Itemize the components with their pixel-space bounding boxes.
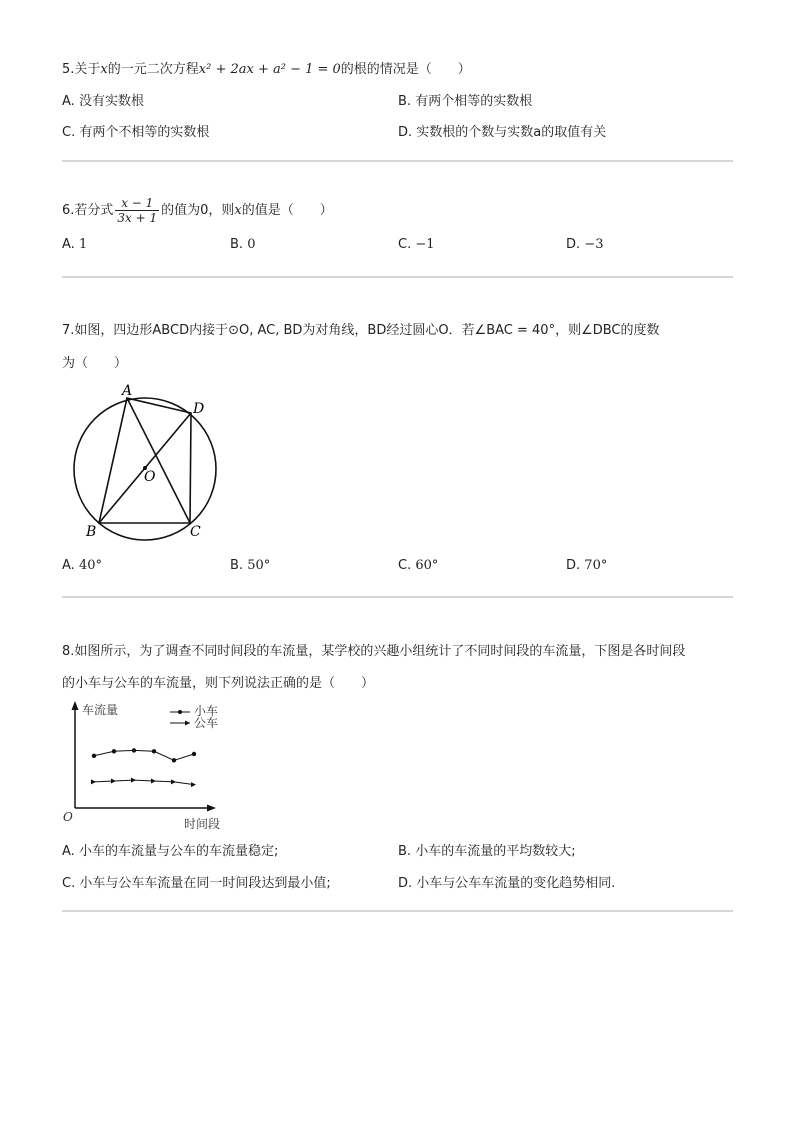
q5-option-b[interactable] [398, 90, 532, 109]
series-0-point-2 [132, 748, 136, 752]
option-text: 0 [247, 237, 256, 252]
q5-var-x: x [100, 62, 108, 77]
q5-option-a[interactable] [62, 90, 144, 109]
series-0-point-5 [192, 752, 196, 756]
option-text: −1 [415, 237, 435, 252]
q6-stem-mid: 的值为0，则 [161, 203, 235, 218]
q6-option-b[interactable] [230, 237, 255, 252]
y-axis-label: 车流量 [82, 703, 119, 717]
option-text: 没有实数根 [78, 94, 144, 109]
option-text: 小车与公车车流量在同一时间段达到最小值; [79, 876, 331, 891]
option-text: −3 [584, 237, 604, 252]
option-text: 60° [415, 558, 439, 573]
origin-label: O [63, 810, 73, 824]
q6-stem [62, 196, 333, 225]
x-axis-arrow [207, 805, 216, 812]
series-0-point-1 [112, 749, 116, 753]
q8-stem-line1: 8.如图所示，为了调查不同时间段的车流量，某学校的兴趣小组统计了不同时间段的车流量，下图是各时间段 [62, 644, 686, 659]
q6-option-c[interactable] [398, 237, 435, 252]
option-label: D. [566, 237, 581, 252]
option-text: 70° [584, 558, 608, 573]
label-o: O [144, 469, 156, 485]
option-label: D. [398, 125, 413, 140]
fraction-numerator: x − 1 [115, 196, 159, 211]
label-b: B [86, 524, 97, 540]
q8-traffic-chart [60, 700, 230, 835]
q7-circle-figure [64, 380, 224, 545]
q5-stem-mid: 的一元二次方程 [107, 62, 199, 77]
diagonal-ac [127, 398, 190, 523]
series-1-point-4 [171, 779, 176, 784]
option-label: B. [230, 558, 244, 573]
option-label: C. [62, 876, 76, 891]
option-label: B. [398, 844, 412, 859]
q5-option-c[interactable] [62, 121, 209, 140]
option-text: 有两个不相等的实数根 [79, 125, 210, 140]
option-label: C. [62, 125, 76, 140]
legend-label-car: 小车 [194, 704, 219, 718]
q5-option-d[interactable] [398, 121, 606, 140]
y-axis-arrow [72, 701, 79, 710]
q7-option-a[interactable] [62, 558, 102, 573]
q6-var-x: x [234, 203, 242, 218]
legend-marker-car [178, 710, 182, 714]
series-0-point-0 [92, 754, 96, 758]
option-label: B. [398, 94, 412, 109]
series-0-point-4 [172, 758, 176, 762]
series-1-point-2 [131, 778, 136, 783]
option-text: 小车与公车车流量的变化趋势相同. [416, 876, 616, 891]
q6-stem-prefix: 6.若分式 [62, 203, 114, 218]
divider [62, 910, 733, 912]
q7-stem-line2: 为（ ） [62, 356, 128, 371]
x-axis-label: 时间段 [184, 817, 221, 831]
q8-option-b[interactable] [398, 840, 576, 859]
option-text: 小车的车流量的平均数较大; [415, 844, 576, 859]
q6-fraction [115, 196, 159, 225]
option-label: A. [62, 94, 75, 109]
q8-option-a[interactable] [62, 840, 278, 859]
option-text: 50° [247, 558, 271, 573]
q5-equation: x² + 2ax + a² − 1 = 0 [198, 62, 341, 77]
series-layer [91, 748, 196, 787]
q7-stem-line1: 7.如图，四边形ABCD内接于⊙O, AC, BD为对角线，BD经过圆心O．若∠BAC = 40°，则∠DBC的度数 [62, 323, 660, 338]
q6-stem-suffix: 的值是（ ） [241, 203, 333, 218]
q5-stem-suffix: 的根的情况是（ ） [340, 62, 471, 77]
option-text: 40° [78, 558, 102, 573]
option-text: 实数根的个数与实数a的取值有关 [416, 125, 607, 140]
series-0-point-3 [152, 749, 156, 753]
divider [62, 276, 733, 278]
q6-option-a[interactable] [62, 237, 87, 252]
q8-option-c[interactable] [62, 872, 331, 891]
q5-stem [62, 58, 471, 77]
option-label: A. [62, 844, 75, 859]
q6-option-d[interactable] [566, 237, 603, 252]
q7-option-d[interactable] [566, 558, 607, 573]
option-label: A. [62, 237, 75, 252]
series-line-1 [94, 780, 194, 785]
q8-option-d[interactable] [398, 872, 615, 891]
q5-stem-prefix: 5.关于 [62, 62, 101, 77]
option-text: 小车的车流量与公车的车流量稳定; [78, 844, 279, 859]
option-text: 有两个相等的实数根 [415, 94, 533, 109]
option-label: C. [398, 237, 412, 252]
series-line-0 [94, 750, 194, 760]
quadrilateral-abcd [99, 398, 191, 523]
fraction-denominator: 3x + 1 [117, 211, 158, 225]
divider [62, 160, 733, 162]
option-label: C. [398, 558, 412, 573]
series-1-point-1 [111, 779, 116, 784]
series-1-point-3 [151, 779, 156, 784]
series-1-point-5 [191, 782, 196, 787]
option-label: B. [230, 237, 244, 252]
label-d: D [193, 401, 205, 417]
label-a: A [122, 383, 133, 399]
option-label: D. [566, 558, 581, 573]
option-text: 1 [78, 237, 88, 252]
legend-marker-bus [185, 721, 190, 726]
option-label: D. [398, 876, 413, 891]
option-label: A. [62, 558, 75, 573]
label-c: C [190, 524, 201, 540]
series-1-point-0 [91, 779, 96, 784]
q8-stem-line2: 的小车与公车的车流量，则下列说法正确的是（ ） [62, 676, 375, 691]
divider [62, 596, 733, 598]
legend-label-bus: 公车 [194, 716, 219, 730]
q7-option-b[interactable] [230, 558, 270, 573]
q7-option-c[interactable] [398, 558, 438, 573]
